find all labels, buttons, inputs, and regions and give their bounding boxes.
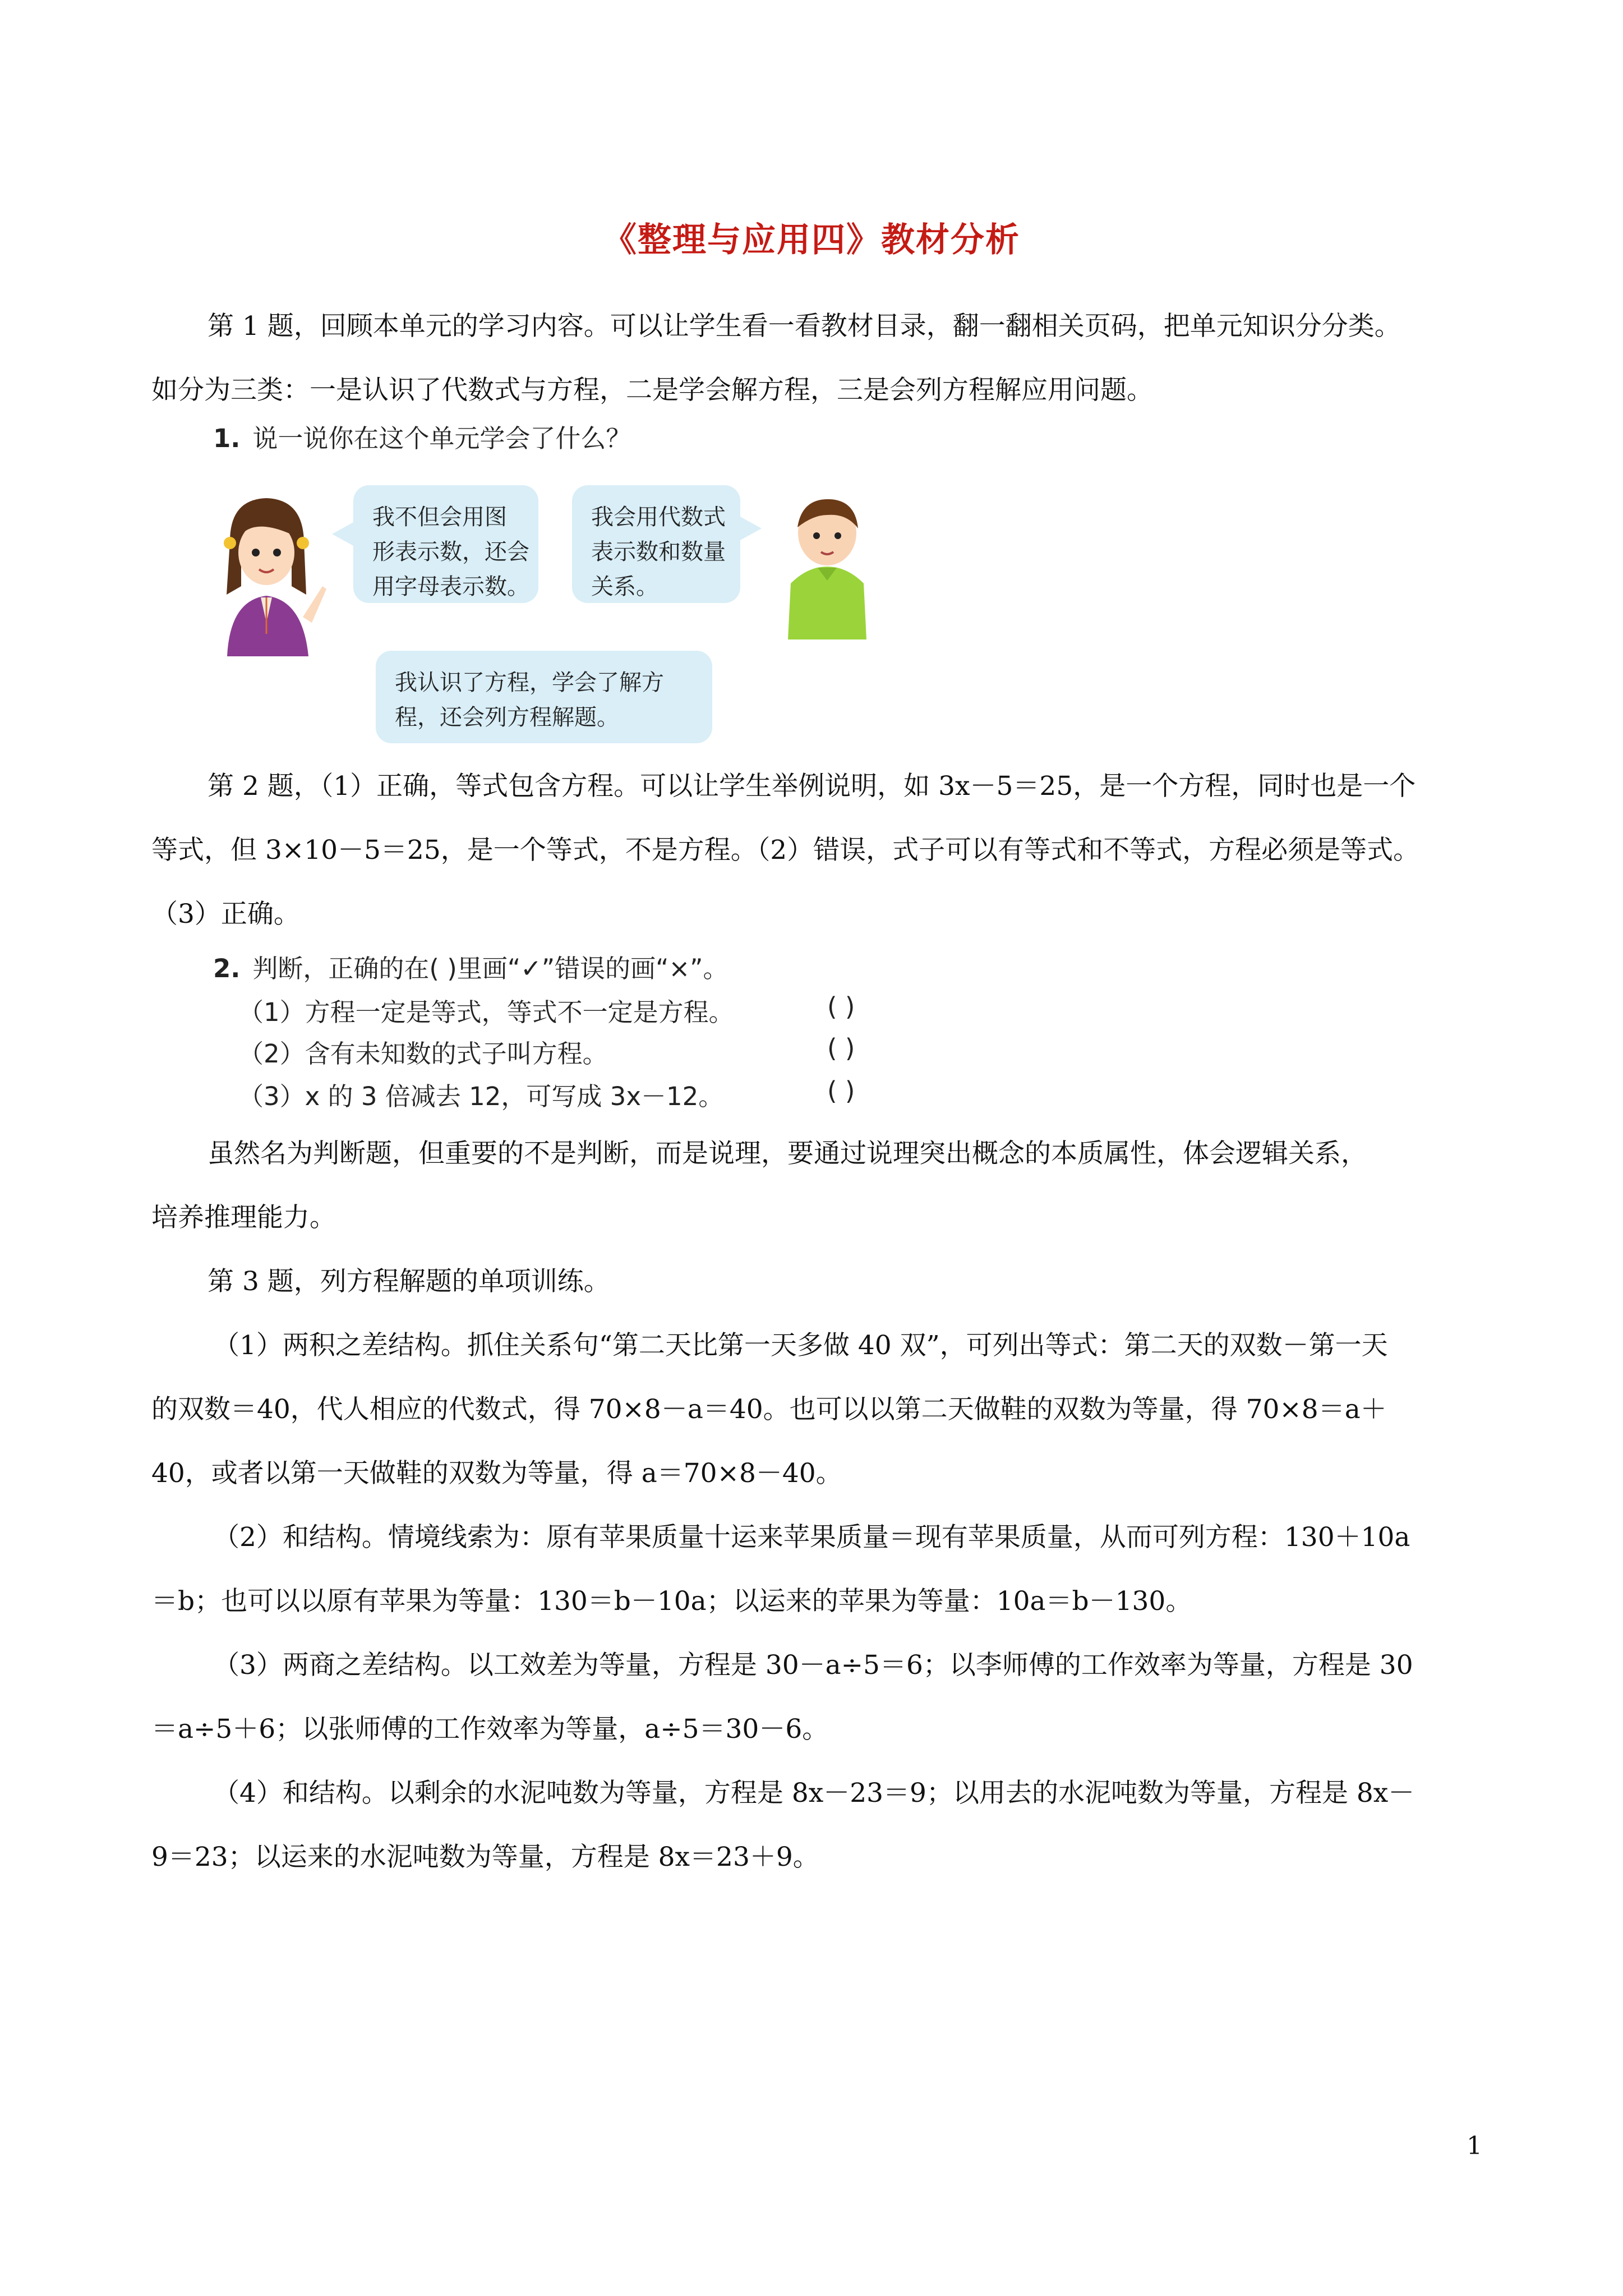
paragraph-judgment-note: [151, 1122, 1486, 1250]
question-number: 1.: [213, 424, 241, 453]
paragraph-q3-part4: [151, 1761, 1486, 1889]
answer-parentheses: ( ): [827, 992, 855, 1022]
item-text: 方程一定是等式，等式不一定是方程。: [305, 997, 734, 1027]
paragraph-q2: [151, 754, 1486, 946]
boy-speech-bubble: [572, 485, 740, 603]
item-text: 含有未知数的式子叫方程。: [305, 1039, 608, 1069]
document-title: 《整理与应用四》教材分析: [603, 220, 1020, 260]
judge-item-1: [238, 992, 734, 1028]
paragraph-line: ＝a÷5＋6；以张师傅的工作效率为等量，a÷5＝30－6。: [151, 1714, 829, 1745]
paragraph-line: （1）两积之差结构。抓住关系句“第二天比第一天多做 40 双”，可列出等式：第二天的双数－第一天: [213, 1330, 1388, 1361]
boy-illustration: [774, 494, 880, 639]
answer-parentheses: ( ): [827, 1033, 855, 1063]
paragraph-q3-part1: [151, 1314, 1486, 1506]
judge-item-3: [238, 1076, 723, 1112]
girl-bubble-tail: [332, 522, 354, 546]
bubble-line: 我会用代数式: [591, 504, 726, 530]
paragraph-line: （3）正确。: [151, 899, 300, 930]
figure-q1-heading: [213, 418, 631, 454]
paragraph-line: 如分为三类：一是认识了代数式与方程，二是学会解方程，三是会列方程解应用问题。: [151, 375, 1153, 406]
paragraph-line: 40，或者以第一天做鞋的双数为等量，得 a＝70×8－40。: [151, 1458, 842, 1489]
item-label: （3）: [238, 1082, 305, 1111]
paragraph-line: 等式，但 3×10－5＝25，是一个等式，不是方程。（2）错误，式子可以有等式和不等式，方程必须是等式。: [151, 835, 1420, 866]
paragraph-line: 的双数＝40，代人相应的代数式，得 70×8－a＝40。也可以以第二天做鞋的双数为等量，得 70×8＝a＋: [151, 1394, 1387, 1425]
bubble-line: 形表示数，还会: [372, 539, 529, 565]
paragraph-line: 虽然名为判断题，但重要的不是判断，而是说理，要通过说理突出概念的本质属性，体会逻辑关系，: [208, 1138, 1367, 1169]
question-text: 说一说你在这个单元学会了什么？: [252, 424, 631, 453]
figure-q2-heading: [213, 948, 728, 984]
paragraph-line: ＝b；也可以以原有苹果为等量：130＝b－10a；以运来的苹果为等量：10a＝b－130。: [151, 1586, 1192, 1617]
paragraph-q3: [151, 1250, 1486, 1314]
bottom-speech-bubble: [376, 651, 712, 743]
judge-item-2: [238, 1033, 608, 1070]
paragraph-line: 第 3 题，列方程解题的单项训练。: [208, 1266, 610, 1297]
page-number: 1: [1467, 2132, 1482, 2160]
bubble-line: 我不但会用图: [372, 504, 507, 530]
bubble-line: 表示数和数量: [591, 539, 726, 565]
item-text: x 的 3 倍减去 12，可写成 3x－12。: [305, 1082, 724, 1111]
paragraph-line: 9＝23；以运来的水泥吨数为等量，方程是 8x＝23＋9。: [151, 1842, 819, 1872]
question-text: 判断，正确的在( )里画“✓”错误的画“×”。: [252, 954, 728, 983]
paragraph-line: 第 1 题，回顾本单元的学习内容。可以让学生看一看教材目录，翻一翻相关页码，把单元知识分分类。: [208, 311, 1401, 342]
question-number: 2.: [213, 954, 241, 983]
answer-parentheses: ( ): [827, 1076, 855, 1106]
girl-illustration: [208, 488, 331, 656]
bubble-line: 程，还会列方程解题。: [395, 705, 619, 730]
bubble-line: 我认识了方程，学会了解方: [395, 670, 664, 696]
item-label: （1）: [238, 997, 305, 1027]
item-label: （2）: [238, 1039, 305, 1069]
girl-speech-bubble: [353, 485, 538, 603]
bubble-line: 关系。: [591, 574, 658, 600]
paragraph-line: （2）和结构。情境线索为：原有苹果质量十运来苹果质量＝现有苹果质量，从而可列方程：130＋10a: [213, 1522, 1410, 1553]
paragraph-line: （3）两商之差结构。以工效差为等量，方程是 30－a÷5＝6；以李师傅的工作效率为等量，方程是 30: [213, 1650, 1413, 1681]
paragraph-line: 第 2 题，（1）正确，等式包含方程。可以让学生举例说明，如 3x－5＝25，是一个方程，同时也是一个: [208, 771, 1416, 802]
paragraph-line: （4）和结构。以剩余的水泥吨数为等量，方程是 8x－23＝9；以用去的水泥吨数为等量，方程是 8x－: [213, 1778, 1415, 1809]
paragraph-q3-part3: [151, 1634, 1486, 1761]
paragraph-q1: [151, 295, 1486, 422]
paragraph-line: 培养推理能力。: [151, 1202, 336, 1233]
paragraph-q3-part2: [151, 1506, 1486, 1634]
boy-bubble-tail: [739, 516, 762, 541]
bubble-line: 用字母表示数。: [372, 574, 529, 600]
